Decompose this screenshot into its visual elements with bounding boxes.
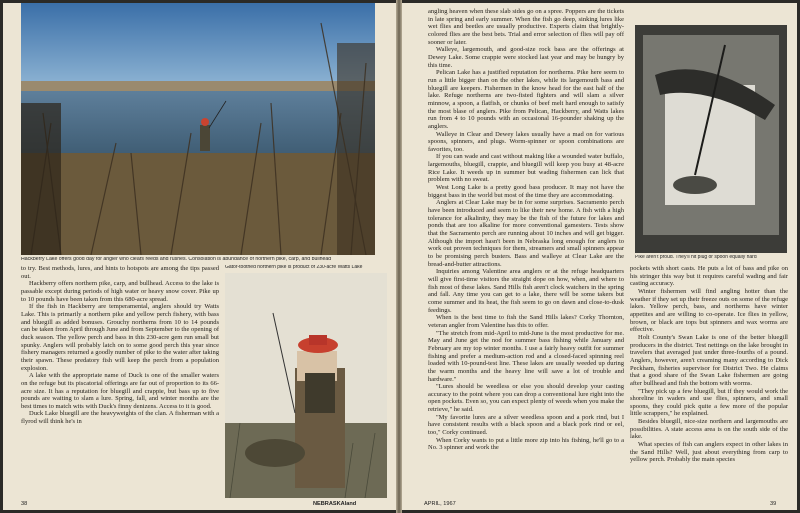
paragraph: If the fish in Hackberry are temperamental, anglers should try Watts Lake. This is primarily a northern pike and yellow perch fishery, with bass and bluegill as added bonuses. Grouchy northerns from 10 to 14 pounds can be taken from April through June and from September to the opening of duck season. The yellow perch and bass in this 230-acre gem run small but spunky. Anglers will probably latch on to some good perch this year since fishery managers returned a goodly number of pike to the water after taking their spawn. These predatory fish will keep the perch from a population explosion. — [21, 303, 219, 372]
folio-page-number-left: 38 — [21, 501, 28, 507]
paragraph: If you can wade and cast without making like a wounded water buffalo, largemouths, bluegill, crappie, and bluegill will keep you busy at 48-acre Rice Lake. It weeds up in summer but wading fishermen can lick that problem with no sweat. — [428, 153, 624, 184]
pike-striking-image — [635, 25, 787, 253]
paragraph: to try. Best methods, lures, and hints to hotspots are among the tips passed out. — [21, 265, 219, 280]
paragraph: "My favorite lures are a silver weedless spoon and a pork rind, but I have consistent results with a black spoon and a black pork rind or eel, too," Corky continued. — [428, 413, 624, 437]
right-page — [402, 3, 797, 510]
paragraph: angling heaven when these slab sides go on a spree. Poppers are the tickets in late spring and early summer. When the fish go deep, sinking lures like wet flies and beetles are usually productive. Experts claim that brightly-colored flies are the best bets. Trial and error selection of flies will pay off sooner or later. — [428, 8, 624, 46]
folio-issue-date: APRIL, 1967 — [424, 501, 456, 507]
watts-lake-pike-photo — [225, 273, 387, 498]
paragraph: Walleye in Clear and Dewey lakes usually have a mad on for various spoons, spinners, and plugs. Worm-spinner or spoon combinations are favorites, too. — [428, 130, 624, 153]
paragraph: What species of fish can anglers expect in other lakes in the Sand Hills? Well, just about everything from carp to yellow perch. Probably the main species — [630, 441, 788, 464]
paragraph: Walleye, largemouth, and good-size rock bass are the offerings at Dewey Lake. Some crappie were stocked last year and may be hungry by this time. — [428, 46, 624, 69]
paragraph: Winter fishermen will find angling hotter than the weather if they set up their freeze outs on some of the refuge lakes. Yellow perch, bass, and northerns have winter appetites and are willing to co-operate. Ice flies in yellow, brown, or black are tops but spinners and wax worms are effective. — [630, 287, 788, 334]
paragraph: pockets with short casts. He puts a lot of bass and pike on his stringer this way but it requires careful wading and fair casting accuracy. — [630, 265, 788, 288]
folio-magazine-title: NEBRASKAland — [313, 501, 357, 507]
right-column-2-text — [630, 265, 788, 500]
paragraph: "Lures should be weedless or else you should develop your casting accuracy to the point where you can drop a conventional lure right into the open pockets. Even so, you can expect plenty of weeds when you make the retrieve," he said. — [428, 383, 624, 414]
photo-caption-top: Hackberry Lake offers good day for angler who clears reeds and rushes. Consolation is abundance of northern pike, carp, and bullhead — [21, 257, 332, 262]
paragraph: When Corky wants to put a little more zip into his fishing, he'll go to a No. 3 spinner and work the — [428, 436, 624, 452]
paragraph: "The stretch from mid-April to mid-June is the most productive for me. May and June get the nod for summer bass fishing while January and February are my top winter months. I use a fairly heavy outfit for summer fishing and prefer a medium-action rod and a closed-faced spinning reel loaded with 10-pound-test line. These lakes are usually weeded up during the warm months and the heavy line will save a lot of trouble and hardware." — [428, 329, 624, 383]
angler-with-pike-image — [225, 273, 387, 498]
hackberry-lake-photo — [21, 3, 375, 255]
paragraph: Hackberry offers northern pike, carp, and bullhead. Access to the lake is passable except during periods of high water or heavy snow cover. Pike up to 10 pounds have been taken from this 680-acre spread. — [21, 280, 219, 303]
paragraph: Duck Lake bluegill are the heavyweights of the clan. A fisherman with a flyrod will think he's in — [21, 410, 219, 426]
lake-scene-image — [21, 3, 375, 255]
paragraph: Besides bluegill, nice-size northern and largemouths are possibilities. A state access area is on the south side of the lake. — [630, 418, 788, 441]
left-column-text — [21, 265, 219, 500]
paragraph: When is the best time to fish the Sand Hills lakes? Corky Thornton, veteran angler from Valentine has this to offer. — [428, 314, 624, 329]
paragraph: West Long Lake is a pretty good bass producer. It may not have the biggest bass in the world but most of the time they are accommodating. — [428, 184, 624, 199]
folio-page-number-right: 39 — [770, 501, 777, 507]
right-column-1-text — [428, 8, 624, 500]
left-page — [3, 3, 396, 510]
paragraph: Pelican Lake has a justified reputation for northerns. Pike here seem to run a little bigger than on the other lakes, while its largemouth bass and bluegill are keepers. Fishermen in the know head for the east half of the lake. Refuge northerns are two-fisted fighters and will slam a silver minnow, a spoon, a flatfish, or chunks of beef melt hard enough to satisfy the most blase of anglers. Pike from Pelican, Hackberry, and Watts lakes run from 4 to 10 pounds with an occasional 16-pounder shaking up the anglers. — [428, 69, 624, 130]
paragraph: "They pick up a few bluegill, but if they would work the shoreline in waders and use flies, spinners, and small spoons, they could pick quite a few more of the popular little scrappers," he explained. — [630, 387, 788, 418]
paragraph: Holt County's Swan Lake is one of the better bluegill producers in the district. Test nettings on the lake brought in travelers that averaged just under three-fourths of a pound. Anglers, however, aren't creaming many according to Dick Peckham, fisheries supervisor for District Two. He claims that a good share of the Swan Lake fishermen are going after bullhead and fish the bottom with worms. — [630, 333, 788, 387]
paragraph: Inquiries among Valentine area anglers or at the refuge headquarters will give first-time visitors the straight dope on how, when, and where to fish most of these lakes. Sand Hills fish aren't clock watchers in the spring and fall. Any time you can get to a lake, there will be some takers but come summer and its heat, the fish seem to go on dawn and close-to-dusk feedings. — [428, 268, 624, 314]
paragraph: Anglers at Clear Lake may be in for some surprises. Sacramento perch have been introduced and seem to like their new home. A fish with a high tolerance for alkalinity, they may be the fish of the future for lakes and ponds that are too alkaline for more conventional gamesters. Tests show that the Sacramento perch are running about 10 inches and will get bigger. Although the import hasn't been in Nebraska long enough for anglers to work out proven techniques for them, streamers and small spinners appear to be promising perch busters. Bass and walleye at Clear Lake are the bread-and-butter attractions. — [428, 199, 624, 268]
pike-photo — [635, 25, 787, 253]
photo-caption-right: Pike aren't proud. They'll hit plug or spoon equally hard — [635, 255, 757, 260]
photo-caption-pike: Gator-toothed northern pike is product of 230-acre Watts Lake — [225, 265, 363, 270]
paragraph: A lake with the appropriate name of Duck is one of the smaller waters on the refuge but its piscatorial offerings are far out of proportion to its 66-acre size. It has a reputation for bluegill and crappie, but bass up to five pounds are waiting to slam a lure. Spring, fall, and winter months are the best times to match wits with Duck's finny denizens. Access to it is good. — [21, 372, 219, 410]
